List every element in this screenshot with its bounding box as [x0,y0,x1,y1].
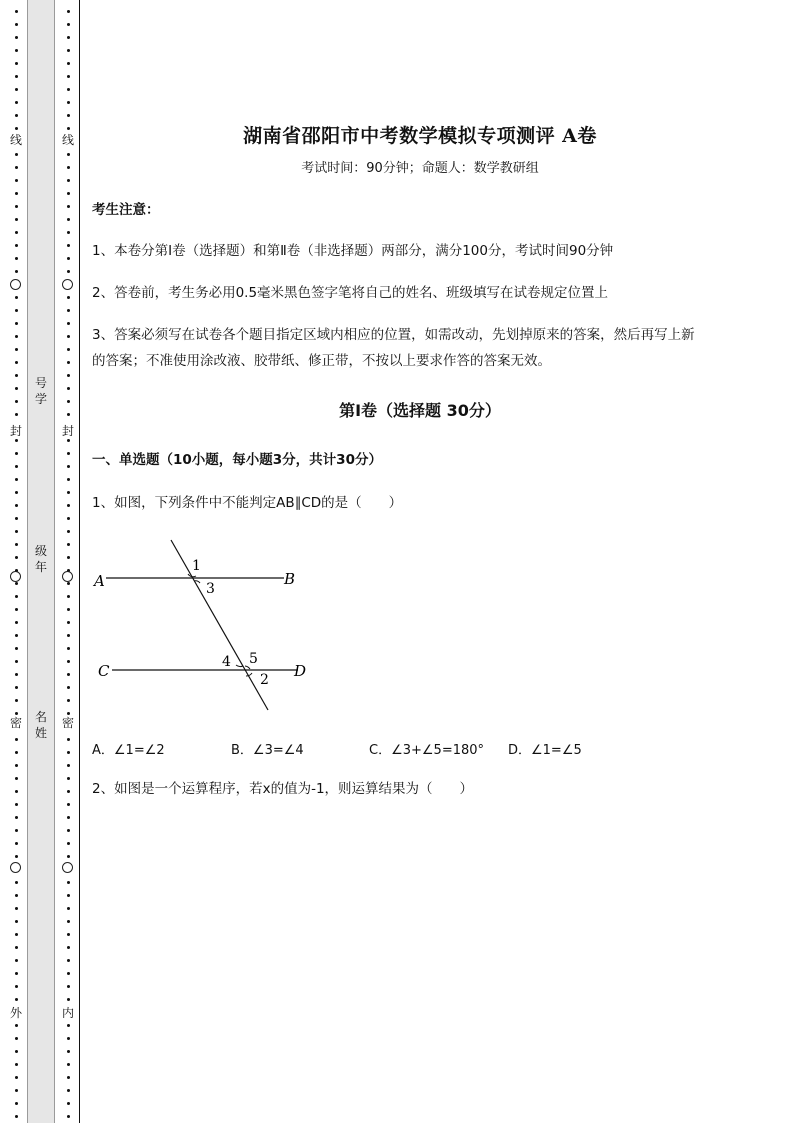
dot [67,192,70,195]
dotted-segment [58,10,78,1118]
binding-margin [0,0,84,1123]
field-char: 名 [34,710,47,724]
exam-info: 考试时间：90分钟；命题人：数学教研组 [301,161,539,176]
dot [15,75,18,78]
question-1-stem: 1、如图，下列条件中不能判定AB∥CD的是（ ） [92,495,403,511]
dot [15,452,18,455]
dot [67,608,70,611]
dot [15,634,18,637]
inner-dotted-line [58,0,78,1123]
student-id-label [27,375,55,407]
dot [15,543,18,546]
dot [15,660,18,663]
dot [15,842,18,845]
dot [67,439,70,442]
dot [67,517,70,520]
dot [67,205,70,208]
point-b-label: B [284,570,296,588]
dot [67,595,70,598]
angle-label-3: 3 [206,581,215,597]
dot [15,608,18,611]
dot [15,257,18,260]
dot [67,790,70,793]
dot [15,10,18,13]
dot [15,413,18,416]
section-title: 第I卷（选择题 30分） [339,401,501,420]
dot [67,946,70,949]
circle-mark-icon [10,279,21,290]
dot [67,829,70,832]
dot [67,530,70,533]
dot [15,712,18,715]
notice-item-3-cont: 的答案；不准使用涂改液、胶带纸、修正带，不按以上要求作答的答案无效。 [92,353,551,369]
dot [67,699,70,702]
dot [67,88,70,91]
dot [15,621,18,624]
dot [15,946,18,949]
dot [67,894,70,897]
dot [15,114,18,117]
dot [67,218,70,221]
outer-char-2: 封 [6,424,26,438]
notice-item-3: 3、答案必须写在试卷各个题目指定区域内相应的位置，如需改动，先划掉原来的答案，然后再写上新 [92,327,695,343]
dot [15,49,18,52]
dot [67,491,70,494]
dot [67,257,70,260]
dot [15,751,18,754]
dot [15,361,18,364]
dotted-segment [6,10,26,1118]
point-a-label: A [94,572,105,590]
dot [67,361,70,364]
dot [15,777,18,780]
dot [15,62,18,65]
dot [15,933,18,936]
field-char: 学 [34,392,47,406]
dot [67,387,70,390]
name-label [27,709,55,741]
dot [15,1024,18,1027]
dot [15,244,18,247]
dot [15,231,18,234]
dot [15,322,18,325]
dot [15,1063,18,1066]
dot [15,1050,18,1053]
dot [67,972,70,975]
angle-label-5: 5 [249,651,258,667]
dot [15,881,18,884]
circle-mark-icon [62,862,73,873]
dot [15,907,18,910]
dot [67,1115,70,1118]
dot [67,127,70,130]
dot [67,322,70,325]
dot [67,101,70,104]
dot [15,153,18,156]
dot [15,387,18,390]
inner-char-3: 密 [58,716,78,730]
page-title: 湖南省邵阳市中考数学模拟专项测评 A卷 [243,125,597,147]
dot [15,1076,18,1079]
dot [67,816,70,819]
dot [15,270,18,273]
dot [67,335,70,338]
notice-item-1: 1、本卷分第I卷（选择题）和第Ⅱ卷（非选择题）两部分，满分100分，考试时间90分钟 [92,243,614,259]
notice-heading: 考生注意： [92,202,160,218]
question-2-stem: 2、如图是一个运算程序，若x的值为-1，则运算结果为（ ） [92,781,474,797]
dot [67,153,70,156]
dot [67,413,70,416]
dot [15,829,18,832]
dot [67,400,70,403]
dot [67,1089,70,1092]
dot [67,75,70,78]
dot [15,738,18,741]
transversal-line [171,540,268,710]
dot [15,803,18,806]
dot [15,101,18,104]
dot [67,1063,70,1066]
notice-item-2: 2、答卷前，考生务必用0.5毫米黑色签字笔将自己的姓名、班级填写在试卷规定位置上 [92,285,609,301]
angle-arc-1 [188,574,196,577]
outer-dotted-line [6,0,26,1123]
dot [67,166,70,169]
dot [15,439,18,442]
dot [67,244,70,247]
dot [67,348,70,351]
dot [15,348,18,351]
dot [15,1115,18,1118]
dot [15,88,18,91]
dot [67,374,70,377]
dot [67,543,70,546]
dot [15,205,18,208]
dot [67,764,70,767]
option-a: A．∠1=∠2 [92,743,165,758]
outer-char-4: 外 [6,1006,26,1020]
point-c-label: C [98,662,110,680]
dot [15,530,18,533]
parallel-lines-figure [92,530,332,720]
dot [67,1024,70,1027]
dot [15,998,18,1001]
dot [67,309,70,312]
dot [15,478,18,481]
dot [67,777,70,780]
part-title: 一、单选题（10小题，每小题3分，共计30分） [92,452,382,468]
dot [15,959,18,962]
dot [67,803,70,806]
dot [67,660,70,663]
dot [67,114,70,117]
grade-label [27,543,55,575]
dot [67,36,70,39]
dot [67,582,70,585]
dot [67,855,70,858]
dot [15,400,18,403]
dot [67,621,70,624]
dot [15,335,18,338]
dot [15,985,18,988]
dot [67,504,70,507]
field-char: 姓 [34,726,47,740]
dot [15,686,18,689]
dot [67,231,70,234]
dot [67,62,70,65]
dot [67,478,70,481]
dot [15,894,18,897]
dot [67,634,70,637]
dot [67,881,70,884]
circle-mark-icon [62,571,73,582]
dot [67,842,70,845]
dot [15,647,18,650]
dot [15,1102,18,1105]
dot [67,452,70,455]
dot [15,764,18,767]
dot [67,556,70,559]
dot [15,166,18,169]
dot [67,49,70,52]
dot [15,556,18,559]
dot [67,738,70,741]
dot [15,517,18,520]
option-d: D．∠1=∠5 [508,743,582,758]
inner-char-4: 内 [58,1006,78,1020]
dot [15,491,18,494]
field-char: 号 [34,376,47,390]
dot [15,179,18,182]
dot [15,855,18,858]
outer-char-1: 线 [6,133,26,147]
dot [67,1050,70,1053]
dot [67,23,70,26]
dot [15,127,18,130]
field-char: 年 [34,560,47,574]
dot [15,309,18,312]
outer-char-3: 密 [6,716,26,730]
dot [67,179,70,182]
dot [67,907,70,910]
dot [67,270,70,273]
dot [67,296,70,299]
dot [67,933,70,936]
dot [67,712,70,715]
inner-char-2: 封 [58,424,78,438]
dot [67,686,70,689]
point-d-label: D [294,662,307,680]
dot [15,972,18,975]
circle-mark-icon [10,571,21,582]
dot [67,959,70,962]
dot [15,673,18,676]
dot [67,1102,70,1105]
inner-char-1: 线 [58,133,78,147]
dot [15,1089,18,1092]
dot [67,673,70,676]
option-b: B．∠3=∠4 [231,743,304,758]
dot [67,465,70,468]
dot [67,751,70,754]
dot [15,582,18,585]
dot [67,985,70,988]
dot [15,374,18,377]
dot [67,647,70,650]
dot [67,1076,70,1079]
dot [15,595,18,598]
dot [15,296,18,299]
dot [67,920,70,923]
circle-mark-icon [10,862,21,873]
field-char: 级 [34,544,47,558]
angle-label-2: 2 [260,672,269,688]
dot [15,504,18,507]
binding-border-line [79,0,80,1123]
dot [67,10,70,13]
dot [15,218,18,221]
angle-label-4: 4 [222,654,231,670]
dot [15,920,18,923]
dot [15,23,18,26]
dot [15,1037,18,1040]
dot [15,36,18,39]
dot [15,465,18,468]
dot [15,192,18,195]
dot [15,816,18,819]
angle-label-1: 1 [192,558,201,574]
dot [67,1037,70,1040]
dot [15,790,18,793]
dot [15,699,18,702]
option-c: C．∠3+∠5=180° [369,743,485,758]
circle-mark-icon [62,279,73,290]
dot [67,998,70,1001]
